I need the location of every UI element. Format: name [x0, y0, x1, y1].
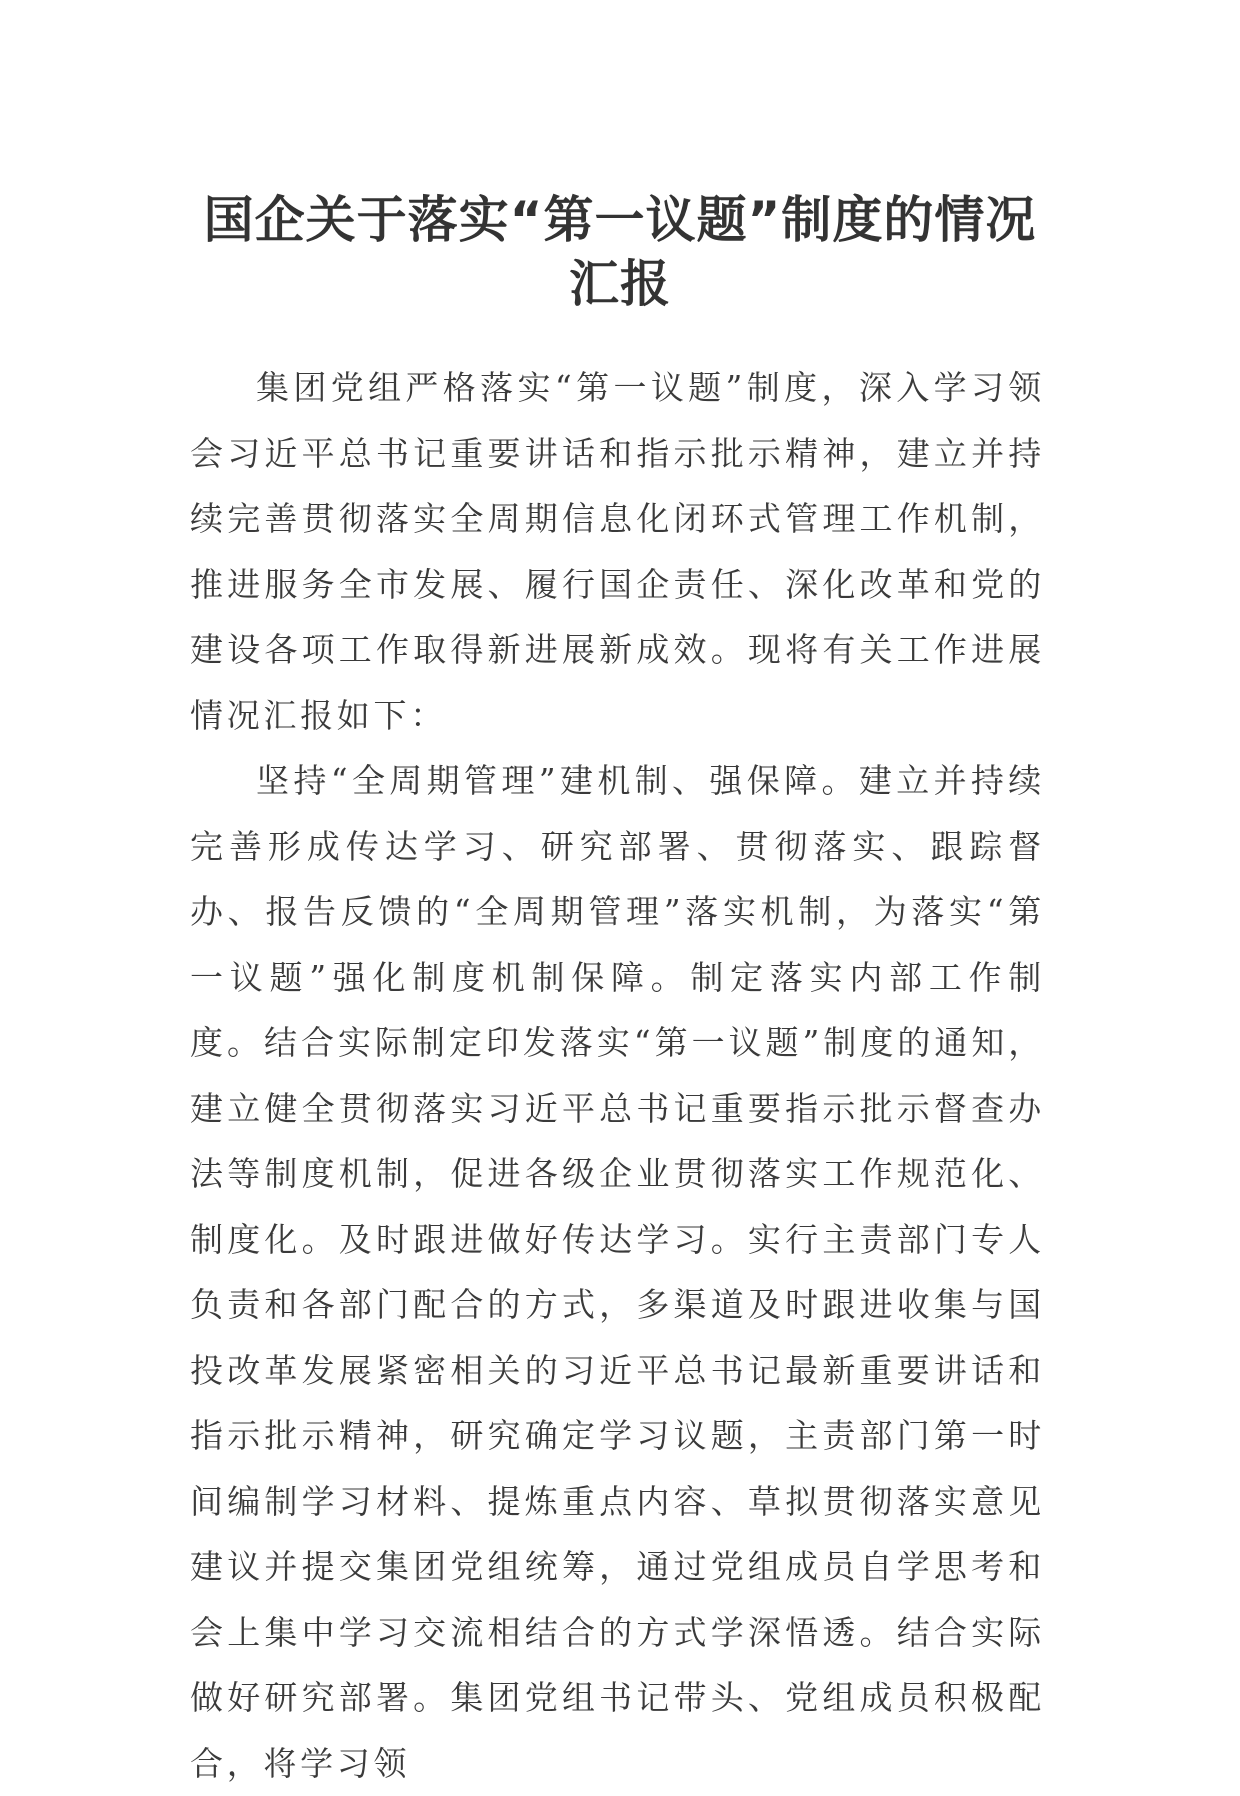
document-body	[190, 355, 1045, 1796]
paragraph-intro: 集团党组严格落实“第一议题”制度，深入学习领会习近平总书记重要讲话和指示批示精神，建立并持续完善贯彻落实全周期信息化闭环式管理工作机制，推进服务全市发展、履行国企责任、深化改革和党的建设各项工作取得新进展新成效。现将有关工作进展情况汇报如下：	[190, 368, 1045, 735]
document-title: 国企关于落实“第一议题”制度的情况汇报	[203, 191, 1037, 313]
paragraph-mechanism: 坚持“全周期管理”建机制、强保障。建立并持续完善形成传达学习、研究部署、贯彻落实、跟踪督办、报告反馈的“全周期管理”落实机制，为落实“第一议题”强化制度机制保障。制定落实内部工作制度。结合实际制定印发落实“第一议题”制度的通知，建立健全贯彻落实习近平总书记重要指示批示督查办法等制度机制，促进各级企业贯彻落实工作规范化、制度化。及时跟进做好传达学习。实行主责部门专人负责和各部门配合的方式，多渠道及时跟进收集与国投改革发展紧密相关的习近平总书记最新重要讲话和指示批示精神，研究确定学习议题，主责部门第一时间编制学习材料、提炼重点内容、草拟贯彻落实意见建议并提交集团党组统筹，通过党组成员自学思考和会上集中学习交流相结合的方式学深悟透。结合实际做好研究部署。集团党组书记带头、党组成员积极配合，将学习领	[190, 761, 1045, 1783]
